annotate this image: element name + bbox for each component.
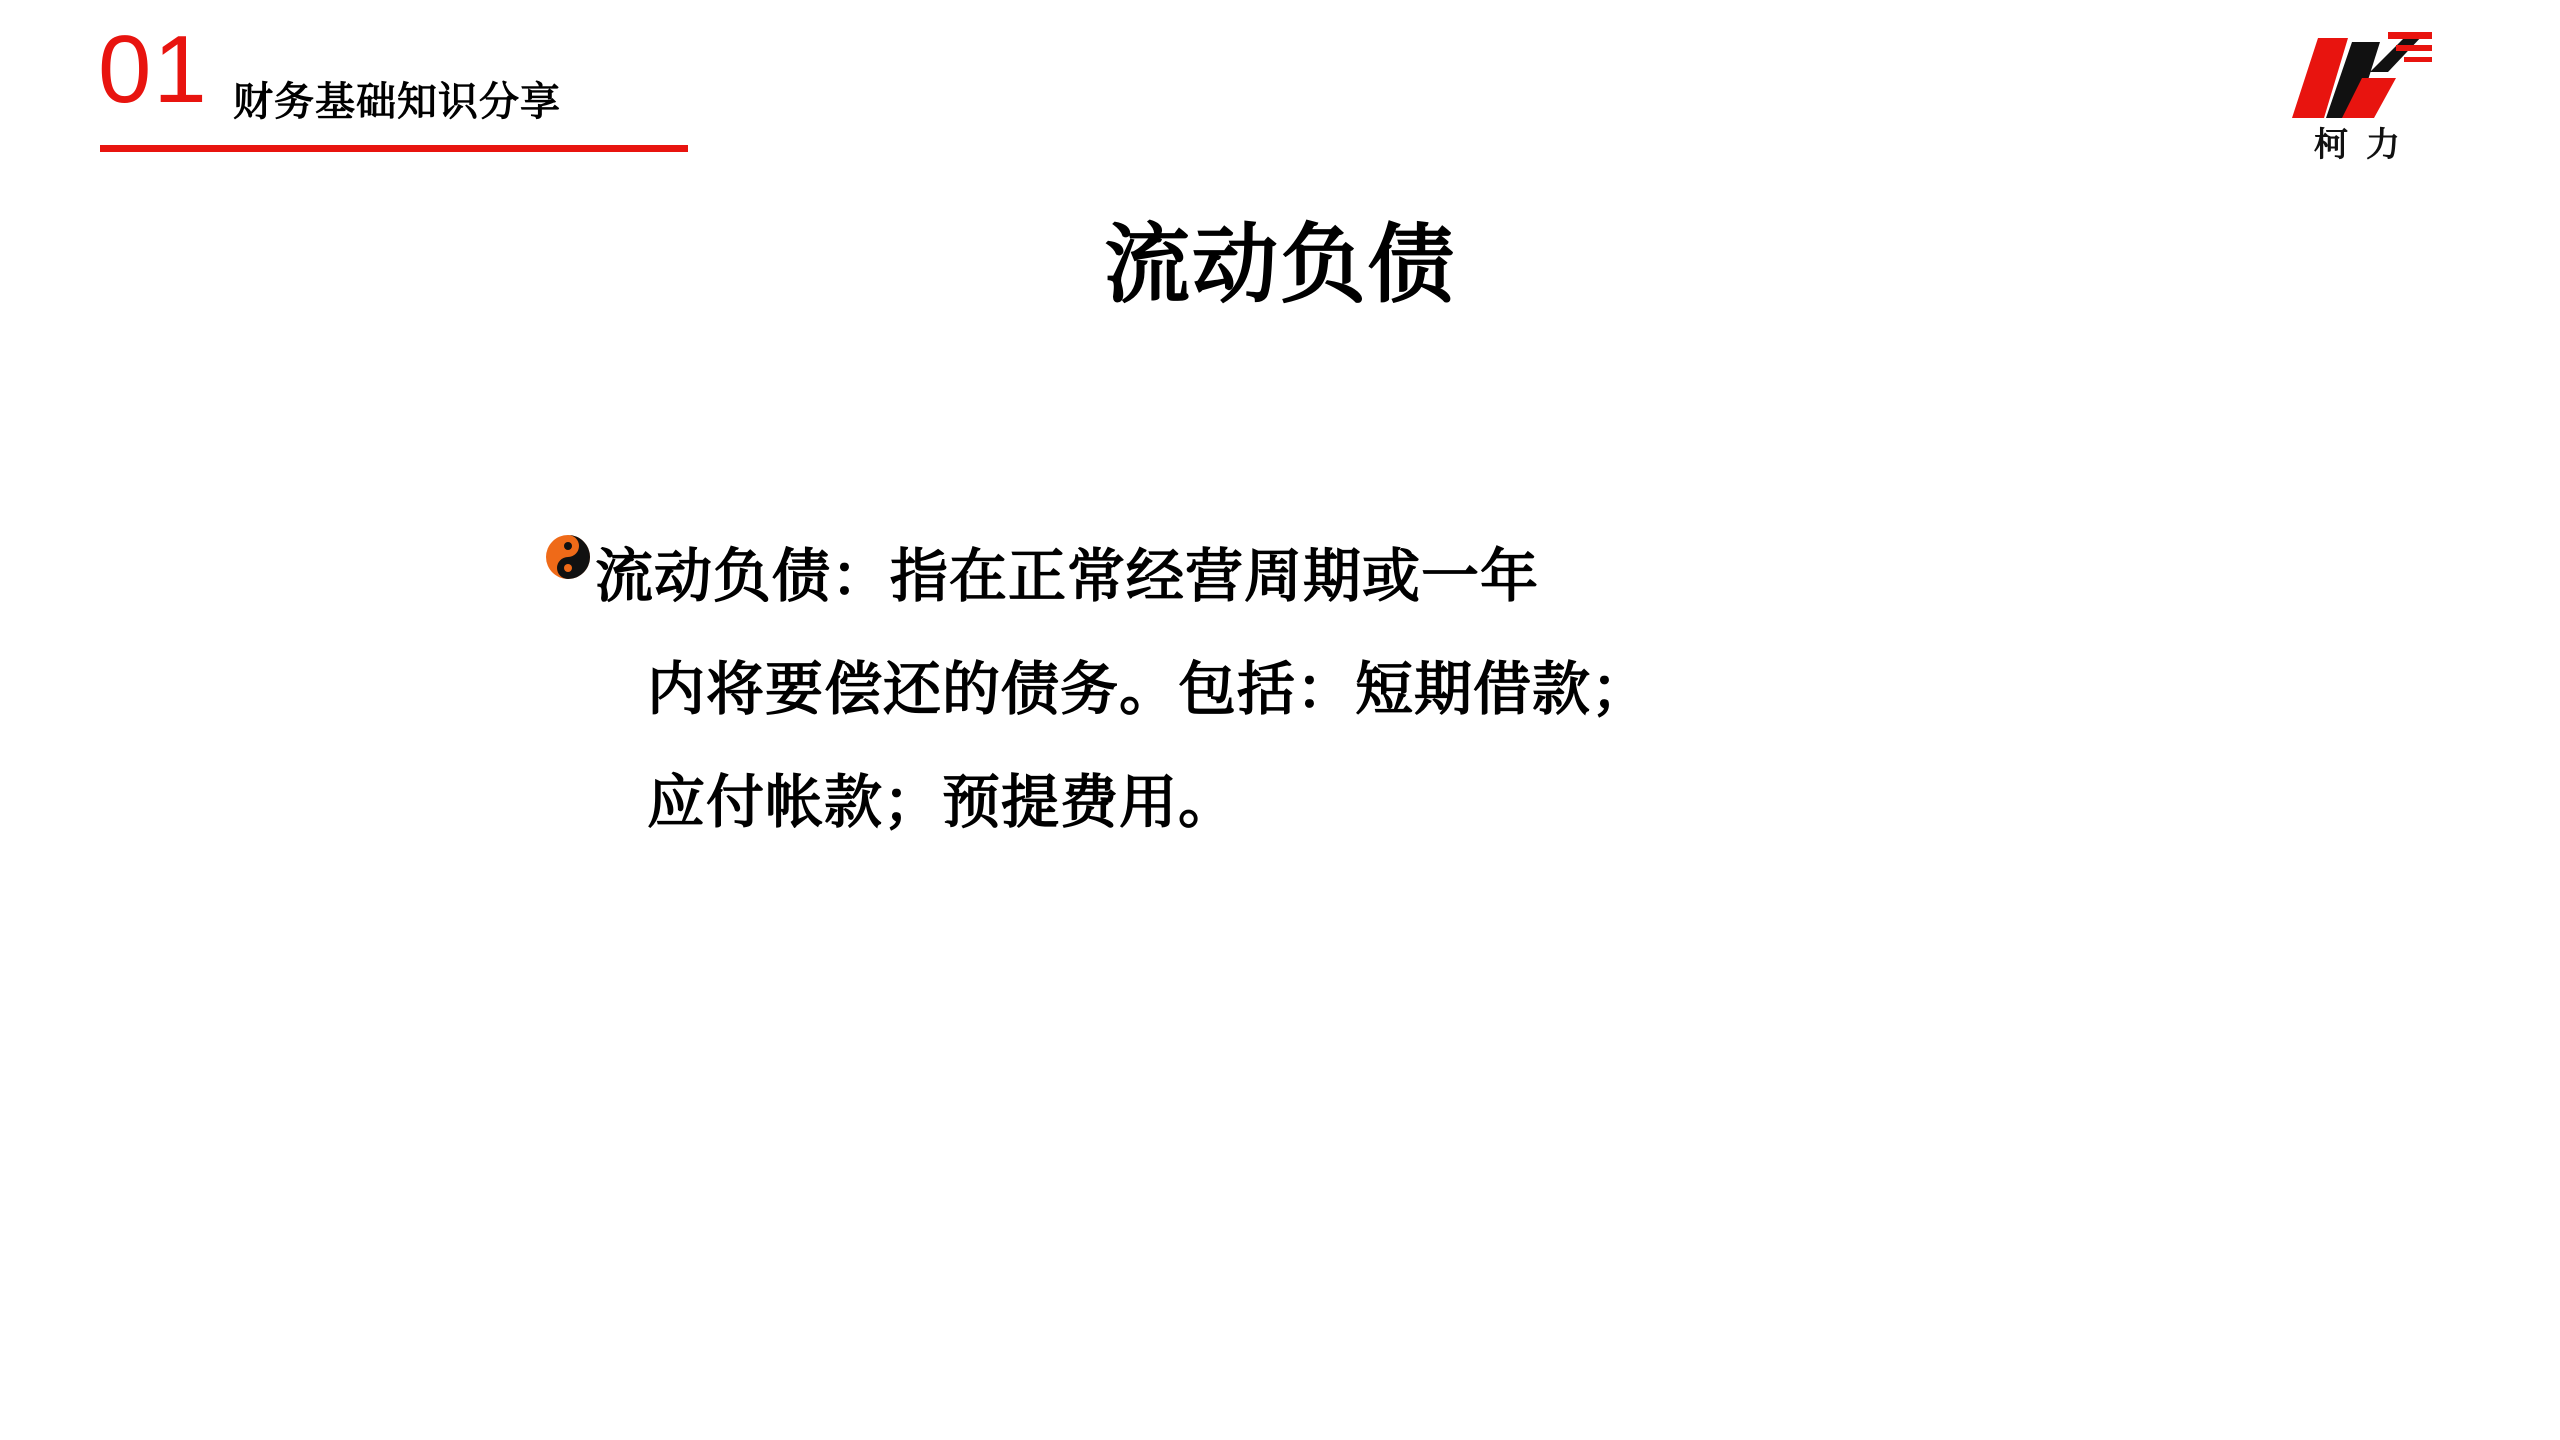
body-text [595, 520, 2025, 859]
keli-mark-icon [2284, 28, 2434, 120]
page-title: 流动负债 [1104, 217, 1456, 313]
brand-logo [2262, 28, 2452, 168]
slide-header [0, 0, 2560, 170]
section-number: 01 [98, 16, 209, 123]
yin-yang-bullet-icon [545, 534, 591, 580]
slide-body [545, 520, 2025, 859]
body-line: 流动负债：指在正常经营周期或一年 [595, 544, 1540, 609]
body-line: 内将要偿还的债务。包括：短期借款； [647, 657, 1651, 722]
body-line: 应付帐款；预提费用。 [647, 770, 1238, 835]
section-title: 财务基础知识分享 [233, 80, 561, 124]
logo-wordmark: 柯力 [2314, 126, 2418, 164]
header-underline-rule [100, 145, 688, 152]
bullet-item [545, 520, 2025, 859]
